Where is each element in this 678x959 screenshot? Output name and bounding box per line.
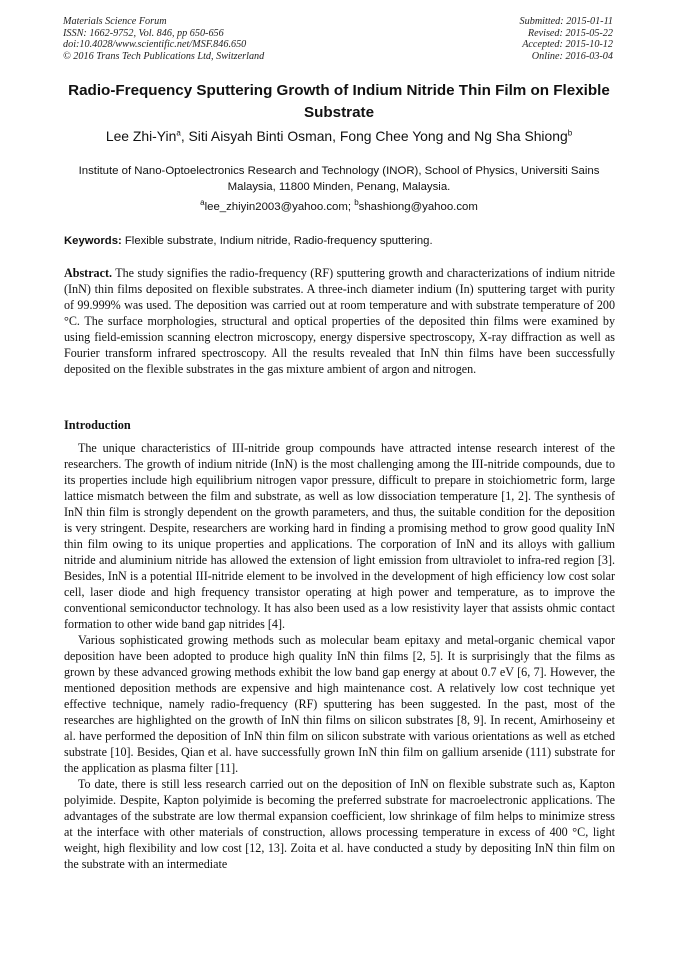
date-accepted: Accepted: 2015-10-12 [522,39,613,51]
intro-paragraph-3: To date, there is still less research carried out on the deposition of InN on flexible substrate such as, Kapton polyimide. Despite, Kapton polyimide is becoming the preferred substrate for macroelectronic applications. The advantages of the substrate are low thermal expansion coefficient, low shrinkage of film helps to minimize stress at the interface with other materials of construction, allows processing temperature in excess of 400 °C, light weight, high flexibility and low cost [12, 13]. Zoita et al. have conducted a study by depositing InN thin film on the substrate with an intermediate [64,777,615,871]
author-rest: , Siti Aisyah Binti Osman, Fong Chee Yong and Ng Sha Shiong [180,128,568,144]
affiliation: Institute of Nano-Optoelectronics Research and Technology (INOR), School of Physics, Universiti Sains Malaysia, 11800 Minden, Penang, Malaysia. [78,165,600,193]
section-heading-introduction: Introduction [64,418,131,432]
journal-copyright: © 2016 Trans Tech Publications Ltd, Switzerland [63,50,265,62]
journal-name: Materials Science Forum [63,16,167,27]
keywords-label: Keywords: [64,235,122,247]
publication-dates [520,16,613,62]
keywords-text: Flexible substrate, Indium nitride, Radio-frequency sputtering. [121,235,433,247]
intro-paragraph-2: Various sophisticated growing methods such as molecular beam epitaxy and metal-organic chemical vapor deposition have been adopted to produce high quality InN thin films [2, 5]. It is surprisingly that the films as grown by these advanced growing methods exhibit the low band gap energy at about 0.7 eV [6, 7]. However, the mentioned deposition methods are expensive and high maintenance cost. A relatively low cost technique yet effective technique, namely radio-frequency (RF) sputtering has been suggested. In the past, most of the researches are highlighted on the growth of InN thin films on silicon substrates [8, 9]. In recent, Amirhoseiny et al. have performed the deposition of InN thin film on silicon substrate with various orientations as well as etched substrate [10]. Besides, Qian et al. have successfully grown InN thin film on gallium arsenide (111) substrate for the application as plasma filter [11]. [64,633,615,775]
keywords [64,233,614,249]
introduction-body [64,440,615,872]
paper-title: Radio-Frequency Sputtering Growth of Indium Nitride Thin Film on Flexible Substrate [68,82,610,121]
author-lead-sup: a [176,128,181,138]
journal-issn: ISSN: 1662-9752, Vol. 846, pp 650-656 [63,27,224,39]
author-emails [64,199,614,215]
author-list [60,127,618,145]
journal-doi[interactable]: doi:10.4028/www.scientific.net/MSF.846.650 [63,39,247,51]
author-lead: Lee Zhi-Yin [105,128,177,144]
intro-paragraph-1: The unique characteristics of III-nitride group compounds have attracted intense research interest of the researchers. The growth of indium nitride (InN) is the most challenging among the III-nitride compounds, due to its properties include high equilibrium nitrogen vapor pressure, difficult to prepare in stoichiometric form, large lattice mismatch between the film and substrate, as well as low dissociation temperature [1, 2]. The synthesis of InN thin film is strongly dependent on the growth parameters, and thus, the suitable condition for the deposition is very stringent. Despite, researchers are working hard in finding a promising method to grow good quality InN thin film owing to its unique properties and applications. The corporation of InN and its alloys with gallium nitride and aluminium nitride has allowed the extension of light emission from ultraviolet to infra-red region [3]. Besides, InN is a potential III-nitride element to be involved in the development of high efficiency low cost solar cell, laser diode and high frequency transistor operating at high power and temperature, as to improve the conventional semiconductor technology. It has also been used as a low resistivity layer that assists ohmic contact formation to other wide band gap nitrides [4]. [64,441,615,631]
journal-info [63,16,264,62]
date-revised: Revised: 2015-05-22 [527,27,613,39]
date-online: Online: 2016-03-04 [531,50,613,62]
abstract [64,265,615,377]
email-b-sup: b [354,198,359,208]
email-a-sup: a [200,198,205,208]
email-a[interactable]: lee_zhiyin2003@yahoo.com; [204,201,355,213]
abstract-paragraph [64,265,615,377]
date-submitted: Submitted: 2015-01-11 [519,16,613,27]
author-last-sup: b [567,128,573,138]
email-b[interactable]: shashiong@yahoo.com [358,201,478,213]
abstract-text: The study signifies the radio-frequency (RF) sputtering growth and characterizations of indium nitride (InN) thin films deposited on flexible substrates. A three-inch diameter indium (In) sputtering target with purity of 99.999% was used. The deposition was carried out at room temperature and with substrate temperature of 200 °C. The surface morphologies, structural and optical properties of the deposited thin films were examined by using field-emission scanning electron microscopy, energy dispersive spectroscopy, X-ray diffraction as well as Fourier transform infrared spectroscopy. All the results revealed that InN thin films have been successfully deposited on the flexible substrates in the gas mixture ambient of argon and nitrogen. [64,266,615,376]
abstract-label: Abstract. [64,266,113,280]
